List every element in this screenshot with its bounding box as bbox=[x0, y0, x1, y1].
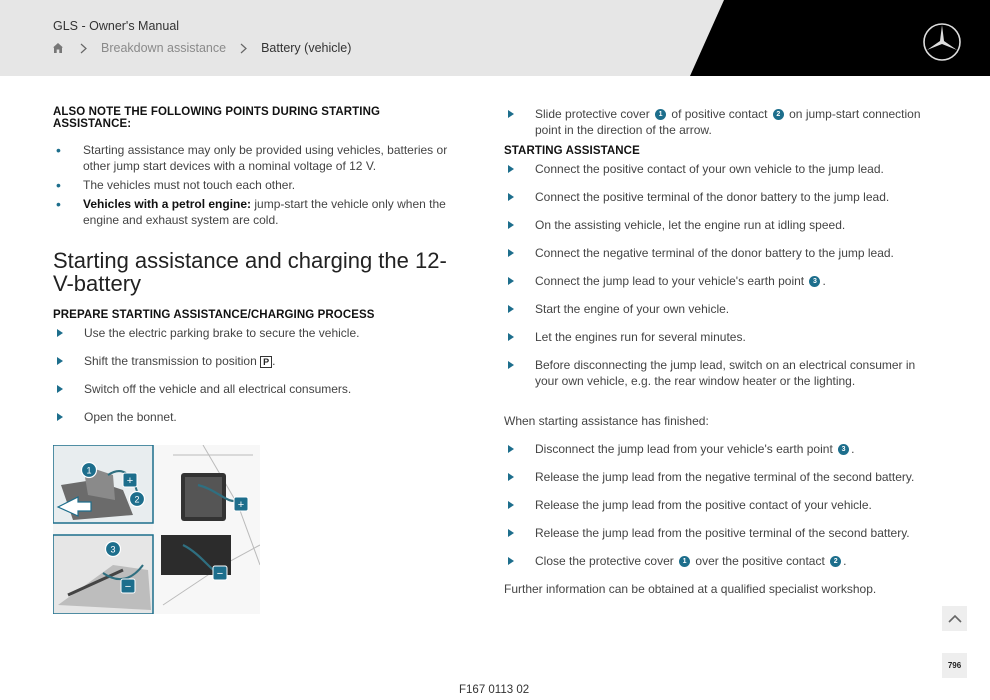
step-arrow-icon bbox=[57, 413, 63, 421]
step-text: Close the protective cover bbox=[535, 554, 678, 568]
step-text: Connect the positive terminal of the donor battery to the jump lead. bbox=[535, 190, 890, 204]
list-item bbox=[53, 196, 453, 228]
step-text: . bbox=[843, 554, 847, 568]
finish-step bbox=[504, 469, 924, 485]
step-text: over the positive contact bbox=[692, 554, 829, 568]
callout-number: 2 bbox=[773, 109, 784, 120]
notes-list bbox=[53, 142, 453, 228]
step-arrow-icon bbox=[508, 529, 514, 537]
step-text: Connect the negative terminal of the donor battery to the jump lead. bbox=[535, 246, 894, 260]
finish-step bbox=[504, 497, 924, 513]
start-step bbox=[504, 161, 924, 177]
callout-number: 3 bbox=[809, 276, 820, 287]
list-item: • The vehicles must not touch each other. bbox=[53, 177, 453, 193]
step-text: . bbox=[851, 442, 855, 456]
breadcrumb-link-breakdown[interactable]: Breakdown assistance bbox=[101, 41, 227, 55]
starting-heading: STARTING ASSISTANCE bbox=[504, 145, 640, 157]
start-step bbox=[504, 189, 924, 205]
figure-plus-label: + bbox=[126, 475, 134, 487]
step-text: Release the jump lead from the negative terminal of the second battery. bbox=[535, 470, 915, 484]
breadcrumb-current: Battery (vehicle) bbox=[261, 41, 352, 55]
start-step bbox=[504, 245, 924, 261]
step-arrow-icon bbox=[508, 277, 514, 285]
step-arrow-icon bbox=[508, 193, 514, 201]
step-text: Slide protective cover bbox=[535, 107, 654, 121]
figure-code: F167 0113 02 bbox=[459, 684, 530, 696]
start-step bbox=[504, 273, 924, 289]
note-text: jump-start the vehicle only when the engine and exhaust system are cold. bbox=[83, 197, 446, 227]
step-text: on jump-start connection point in the direction of the arrow. bbox=[535, 107, 921, 137]
callout-number: 3 bbox=[838, 444, 849, 455]
start-step bbox=[504, 301, 924, 317]
callout-number: 1 bbox=[679, 556, 690, 567]
note-bold-label: Vehicles with a petrol engine: bbox=[83, 197, 252, 211]
step-text: Start the engine of your own vehicle. bbox=[535, 302, 730, 316]
step-arrow-icon bbox=[508, 501, 514, 509]
step-arrow-icon bbox=[508, 221, 514, 229]
slide-cover-step bbox=[504, 106, 924, 138]
page-number-badge: 796 bbox=[942, 653, 967, 678]
callout-number: 1 bbox=[655, 109, 666, 120]
start-step bbox=[504, 329, 924, 345]
step-arrow-icon bbox=[57, 329, 63, 337]
step-text: On the assisting vehicle, let the engine run at idling speed. bbox=[535, 218, 846, 232]
step-text: Release the jump lead from the positive contact of your vehicle. bbox=[535, 498, 872, 512]
step-text: . bbox=[272, 354, 276, 368]
finished-intro: When starting assistance has finished: bbox=[504, 414, 709, 428]
step-arrow-icon bbox=[508, 305, 514, 313]
figure-label-2: 2 bbox=[134, 494, 140, 505]
chevron-up-icon bbox=[948, 614, 962, 623]
chevron-right-icon bbox=[80, 43, 87, 54]
figure-label-1: 1 bbox=[86, 465, 92, 476]
app-title: GLS - Owner's Manual bbox=[53, 19, 180, 33]
step-arrow-icon bbox=[57, 357, 63, 365]
left-column bbox=[53, 106, 453, 425]
note-heading: ALSO NOTE THE FOLLOWING POINTS DURING STARTING ASSISTANCE: bbox=[53, 106, 381, 130]
section-title: Starting assistance and charging the 12-V-battery bbox=[53, 248, 447, 296]
start-step bbox=[504, 217, 924, 233]
list-item: • Starting assistance may only be provided using vehicles, batteries or other jump start devices with a nominal voltage of 12 V. bbox=[53, 142, 453, 174]
step-text: Release the jump lead from the positive terminal of the second battery. bbox=[535, 526, 910, 540]
step-text: Connect the positive contact of your own vehicle to the jump lead. bbox=[535, 162, 884, 176]
step-text: Connect the jump lead to your vehicle's earth point bbox=[535, 274, 808, 288]
prepare-step bbox=[53, 381, 453, 397]
step-arrow-icon bbox=[508, 110, 514, 118]
step-arrow-icon bbox=[508, 361, 514, 369]
prepare-heading: PREPARE STARTING ASSISTANCE/CHARGING PROCESS bbox=[53, 309, 375, 321]
scroll-to-top-button[interactable] bbox=[942, 606, 967, 631]
figure-minus-label: − bbox=[124, 581, 132, 593]
step-text: . bbox=[822, 274, 826, 288]
step-arrow-icon bbox=[508, 473, 514, 481]
figure-minus-label: − bbox=[216, 568, 224, 580]
step-arrow-icon bbox=[508, 557, 514, 565]
step-arrow-icon bbox=[508, 333, 514, 341]
page-header bbox=[0, 0, 990, 76]
prepare-step bbox=[53, 325, 453, 341]
right-column bbox=[504, 106, 924, 597]
step-text: Use the electric parking brake to secure the vehicle. bbox=[84, 326, 360, 340]
step-arrow-icon bbox=[508, 445, 514, 453]
breadcrumb bbox=[52, 41, 351, 55]
step-text: Switch off the vehicle and all electrical consumers. bbox=[84, 382, 352, 396]
step-text: Let the engines run for several minutes. bbox=[535, 330, 746, 344]
jump-start-illustration bbox=[53, 445, 260, 614]
chevron-right-icon bbox=[240, 43, 247, 54]
further-info: Further information can be obtained at a qualified specialist workshop. bbox=[504, 582, 877, 596]
finish-step bbox=[504, 525, 924, 541]
mercedes-star-logo[interactable] bbox=[922, 22, 962, 62]
step-arrow-icon bbox=[508, 249, 514, 257]
prepare-step bbox=[53, 353, 453, 369]
figure-label-3: 3 bbox=[110, 544, 116, 555]
step-text: Open the bonnet. bbox=[84, 410, 177, 424]
step-arrow-icon bbox=[57, 385, 63, 393]
figure-plus-label: + bbox=[237, 499, 245, 511]
finish-step bbox=[504, 553, 924, 569]
step-text: of positive contact bbox=[668, 107, 771, 121]
step-text: Disconnect the jump lead from your vehicle's earth point bbox=[535, 442, 837, 456]
park-position-symbol: P bbox=[260, 356, 272, 368]
finish-step bbox=[504, 441, 924, 457]
callout-number: 2 bbox=[830, 556, 841, 567]
home-icon[interactable] bbox=[52, 42, 64, 54]
start-step bbox=[504, 357, 924, 389]
step-arrow-icon bbox=[508, 165, 514, 173]
prepare-step bbox=[53, 409, 453, 425]
step-text: Shift the transmission to position bbox=[84, 354, 261, 368]
step-text: Before disconnecting the jump lead, switch on an electrical consumer in your own vehicle, e.g. the rear window heater or the lighting. bbox=[535, 358, 916, 388]
